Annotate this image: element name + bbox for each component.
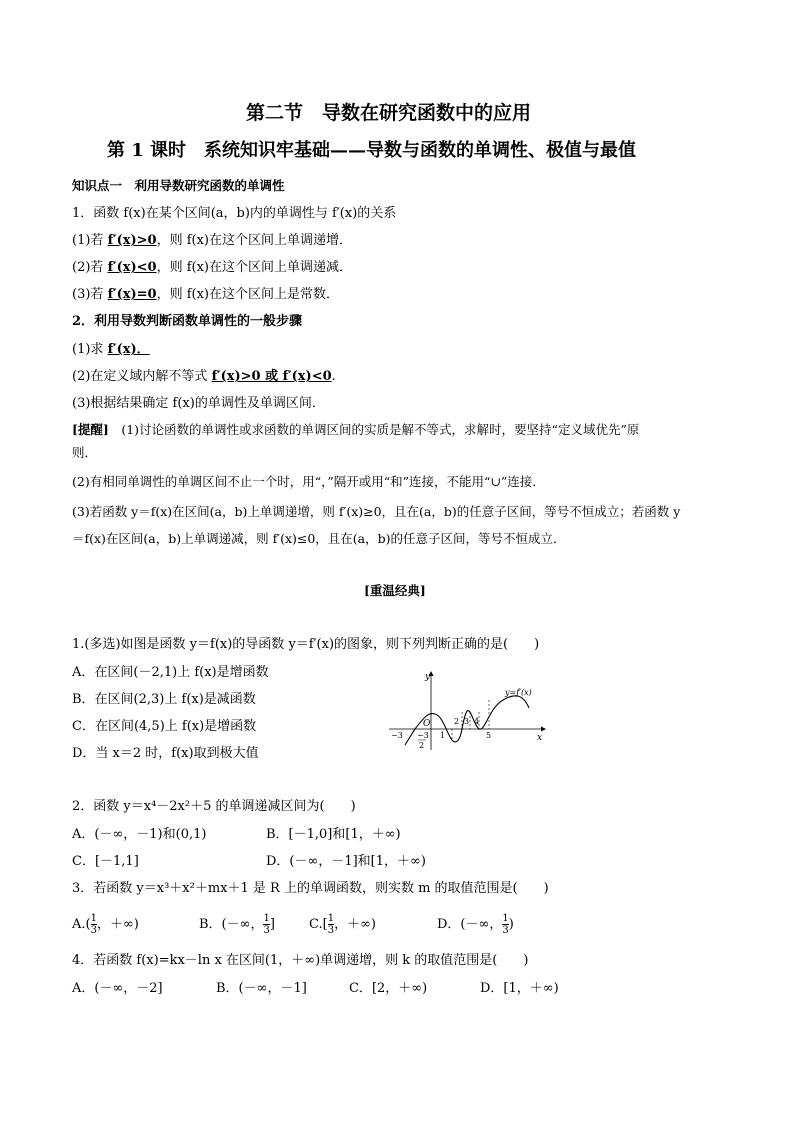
fraction: $\frac{1}{3}$ xyxy=(263,913,270,936)
q2-option-d: D．(－∞，－1]和[1，＋∞) xyxy=(266,854,426,869)
q3-option-c xyxy=(309,913,376,936)
y-axis-label: y xyxy=(425,672,431,682)
item1-line2 xyxy=(72,256,352,275)
tick-label: −3 xyxy=(391,731,403,740)
line-suffix: . xyxy=(331,369,336,384)
tip-paragraph-2: (2)有相同单调性的单调区间不止一个时，用“，”隔开或用“和”连接，不能用“∪”连接． xyxy=(72,474,545,489)
option-suffix: ] xyxy=(269,917,275,932)
answer-underlined: f′(x)=0 xyxy=(107,287,157,302)
line-suffix: ，则 f(x)在这个区间上是常数． xyxy=(156,287,339,302)
line-prefix: (2)在定义域内解不等式 xyxy=(72,369,212,384)
option-suffix: ) xyxy=(508,917,514,932)
q3-option-d xyxy=(437,913,514,936)
x-axis-label: x xyxy=(537,733,543,743)
answer-underlined: f′(x)<0 xyxy=(107,260,157,275)
q2-option-c: C．[－1,1] xyxy=(72,854,139,869)
page-title: 第二节 导数在研究函数中的应用 xyxy=(246,102,532,124)
x-axis-arrow xyxy=(541,727,546,732)
q2-stem: 2．函数 y＝x⁴－2x²＋5 的单调递减区间为( ) xyxy=(72,799,356,814)
line-prefix: (1)若 xyxy=(72,233,108,248)
page-subtitle: 第 1 课时 系统知识牢基础——导数与函数的单调性、极值与最值 xyxy=(107,140,637,161)
curve-label: y=f′(x) xyxy=(505,688,532,697)
tick-label: 1 xyxy=(440,731,446,740)
fraction: $\frac{1}{3}$ xyxy=(90,913,97,936)
item2-step2 xyxy=(72,365,336,384)
tip-text: (1)讨论函数的单调性或求函数的单调区间的实质是解不等式，求解时，要坚持“定义域优先”原 xyxy=(108,422,640,437)
tick-label: −3 xyxy=(417,731,429,740)
tick-label: 2 xyxy=(454,717,460,726)
option-prefix: C.[ xyxy=(309,917,328,932)
answer-underlined: f′(x)>0 或 f′(x)<0 xyxy=(211,369,332,384)
tip-paragraph-1-end: 则． xyxy=(72,445,98,460)
line-prefix: (2)若 xyxy=(72,260,108,275)
item1-line1 xyxy=(72,229,352,248)
q1-option-b: B．在区间(2,3)上 f(x)是减函数 xyxy=(72,692,256,707)
line-suffix: ，则 f(x)在这个区间上单调递增． xyxy=(156,233,352,248)
tick-label: 3 xyxy=(464,717,470,726)
fraction: $\frac{1}{3}$ xyxy=(327,913,335,936)
q1-option-a: A．在区间(－2,1)上 f(x)是增函数 xyxy=(72,665,269,680)
tick-label: 4 xyxy=(474,717,480,726)
q1-option-d: D．当 x＝2 时，f(x)取到极大值 xyxy=(72,746,259,761)
answer-underlined: f′(x)>0 xyxy=(107,233,157,248)
option-prefix: D．(－∞， xyxy=(437,917,503,932)
fraction: $\frac{1}{3}$ xyxy=(502,913,509,936)
q2-option-b: B．[－1,0]和[1，＋∞) xyxy=(266,827,401,842)
tip-paragraph-3a: (3)若函数 y＝f(x)在区间(a，b)上单调递增，则 f′(x)≥0，且在(a，b)的任意子区间，等号不恒成立；若函数 y xyxy=(72,504,681,519)
tick-label: 5 xyxy=(486,731,492,740)
q3-stem: 3．若函数 y＝x³＋x²＋mx＋1 是 R 上的单调函数，则实数 m 的取值范围是( ) xyxy=(72,881,549,896)
line-prefix: (1)求 xyxy=(72,342,108,357)
tip-paragraph-3b: ＝f(x)在区间(a，b)上单调递减，则 f′(x)≤0，且在(a，b)的任意子区间，等号不恒成立． xyxy=(72,531,566,546)
answer-underlined: f′(x)． xyxy=(107,342,150,357)
option-prefix: A.( xyxy=(72,917,91,932)
tick-label: 2 xyxy=(419,741,425,750)
q2-option-a: A．(－∞，－1)和(0,1) xyxy=(72,827,207,842)
q4-option-b: B．(－∞，－1] xyxy=(216,981,307,996)
tip-label: [提醒] xyxy=(72,422,109,437)
q1-stem: 1.(多选)如图是函数 y＝f(x)的导函数 y＝f′(x)的图象，则下列判断正确的是( ) xyxy=(72,637,540,652)
review-heading: [重温经典] xyxy=(364,583,426,598)
q4-option-c: C．[2，＋∞) xyxy=(349,981,428,996)
line-suffix: ，则 f(x)在这个区间上单调递减． xyxy=(156,260,352,275)
q4-option-a: A．(－∞，－2] xyxy=(72,981,163,996)
derivative-graph xyxy=(385,668,550,752)
q3-option-b xyxy=(199,913,275,936)
section-heading: 知识点一 利用导数研究函数的单调性 xyxy=(72,178,285,193)
item1-line3 xyxy=(72,283,339,302)
option-prefix: B．(－∞， xyxy=(199,917,264,932)
tip-paragraph-1 xyxy=(72,418,732,441)
item2-step1 xyxy=(72,338,150,357)
option-suffix: ，＋∞) xyxy=(96,917,139,932)
q1-option-c: C．在区间(4,5)上 f(x)是增函数 xyxy=(72,719,257,734)
q4-option-d: D．[1，＋∞) xyxy=(480,981,559,996)
origin-label: O xyxy=(423,719,431,729)
option-suffix: ，＋∞) xyxy=(334,917,376,932)
item2-step3: (3)根据结果确定 f(x)的单调性及单调区间． xyxy=(72,396,325,411)
q4-stem: 4．若函数 f(x)=kx－ln x 在区间(1，＋∞)单调递增，则 k 的取值范围是( ) xyxy=(72,953,529,968)
item2-heading: 2．利用导数判断函数单调性的一般步骤 xyxy=(72,314,303,329)
q3-option-a xyxy=(72,913,139,936)
item1-heading: 1．函数 f(x)在某个区间(a，b)内的单调性与 f′(x)的关系 xyxy=(72,206,397,221)
line-prefix: (3)若 xyxy=(72,287,108,302)
